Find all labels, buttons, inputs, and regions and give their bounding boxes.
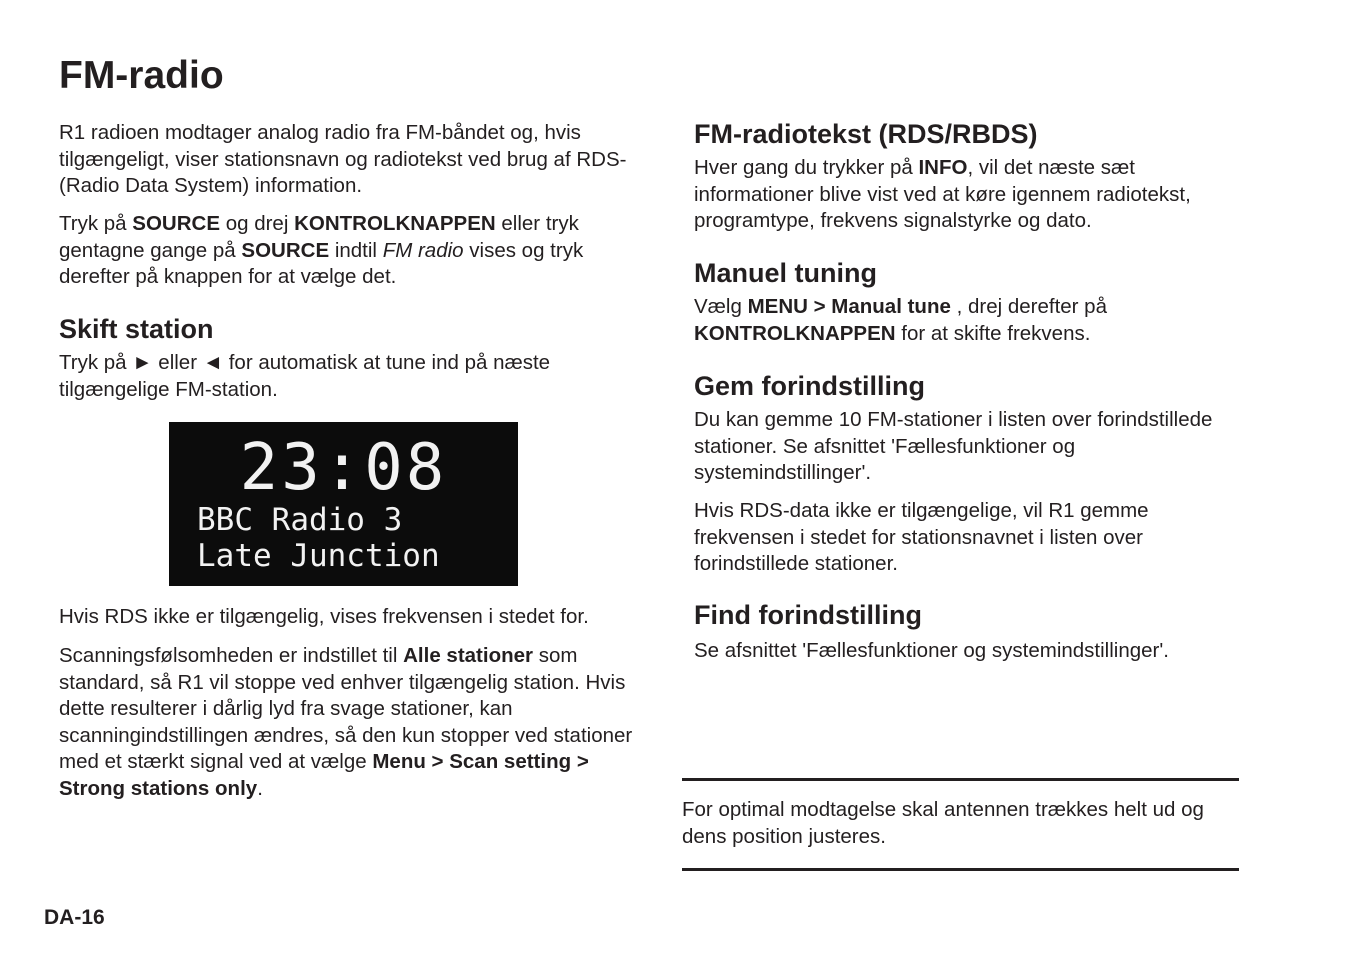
rds-note: Hvis RDS ikke er tilgængelig, vises frekvensen i stedet for.: [59, 605, 589, 628]
intro-paragraph: R1 radioen modtager analog radio fra FM-båndet og, hvis tilgængeligt, viser stationsnavn og radiotekst ved brug af RDS- (Radio Data System) information.: [59, 121, 627, 197]
display-station-name: BBC Radio 3: [197, 502, 403, 538]
source-paragraph: Tryk på SOURCE og drej KONTROLKNAPPEN eller tryk gentagne gange på SOURCE indtil FM radio vises og tryk derefter på knappen for at vælge det.: [59, 212, 584, 288]
tip-divider-top: [682, 778, 1239, 781]
heading-gem-forindstilling: Gem forindstilling: [694, 371, 926, 401]
radio-display: [169, 422, 518, 586]
gem-paragraph-1: Du kan gemme 10 FM-stationer i listen over forindstillede stationer. Se afsnittet 'Fællesfunktioner og systemindstillinger'.: [694, 408, 1213, 484]
display-clock: 23:08: [239, 431, 448, 505]
play-left-icon: ◄: [202, 351, 224, 374]
page-number: DA-16: [44, 906, 105, 929]
heading-rds: FM-radiotekst (RDS/RBDS): [694, 119, 1038, 149]
scan-paragraph: Scanningsfølsomheden er indstillet til Alle stationer som standard, så R1 vil stoppe ved enhver tilgængelig station. Hvis dette resulterer i dårlig lyd fra svage stationer, kan scanningindstillingen ændres, så den kun stopper ved stationer med et stærkt signal ved at vælge Menu > Scan setting > Strong stations only.: [59, 644, 633, 800]
manuel-paragraph: Vælg MENU > Manual tune , drej derefter på KONTROLKNAPPEN for at skifte frekvens.: [694, 295, 1107, 345]
heading-skift-station: Skift station: [59, 314, 214, 344]
play-right-icon: ►: [132, 351, 153, 374]
tip-divider-bottom: [682, 868, 1239, 871]
gem-paragraph-2: Hvis RDS-data ikke er tilgængelige, vil R1 gemme frekvensen i stedet for stationsnavnet i listen over forindstillede stationer.: [694, 499, 1149, 575]
antenna-tip: For optimal modtagelse skal antennen trækkes helt ud og dens position justeres.: [682, 798, 1204, 848]
rds-paragraph: Hver gang du trykker på INFO, vil det næste sæt informationer blive vist ved at køre igennem radiotekst, programtype, frekvens signalstyrke og dato.: [694, 156, 1191, 232]
display-radiotext: Late Junction: [197, 538, 440, 574]
heading-manuel-tuning: Manuel tuning: [694, 258, 877, 288]
skift-paragraph: Tryk på ► eller ◄ for automatisk at tune ind på næste tilgængelige FM-station.: [59, 351, 551, 401]
heading-find-forindstilling: Find forindstilling: [694, 600, 922, 630]
find-paragraph: Se afsnittet 'Fællesfunktioner og systemindstillinger'.: [694, 639, 1169, 662]
page-title: FM-radio: [59, 54, 224, 97]
